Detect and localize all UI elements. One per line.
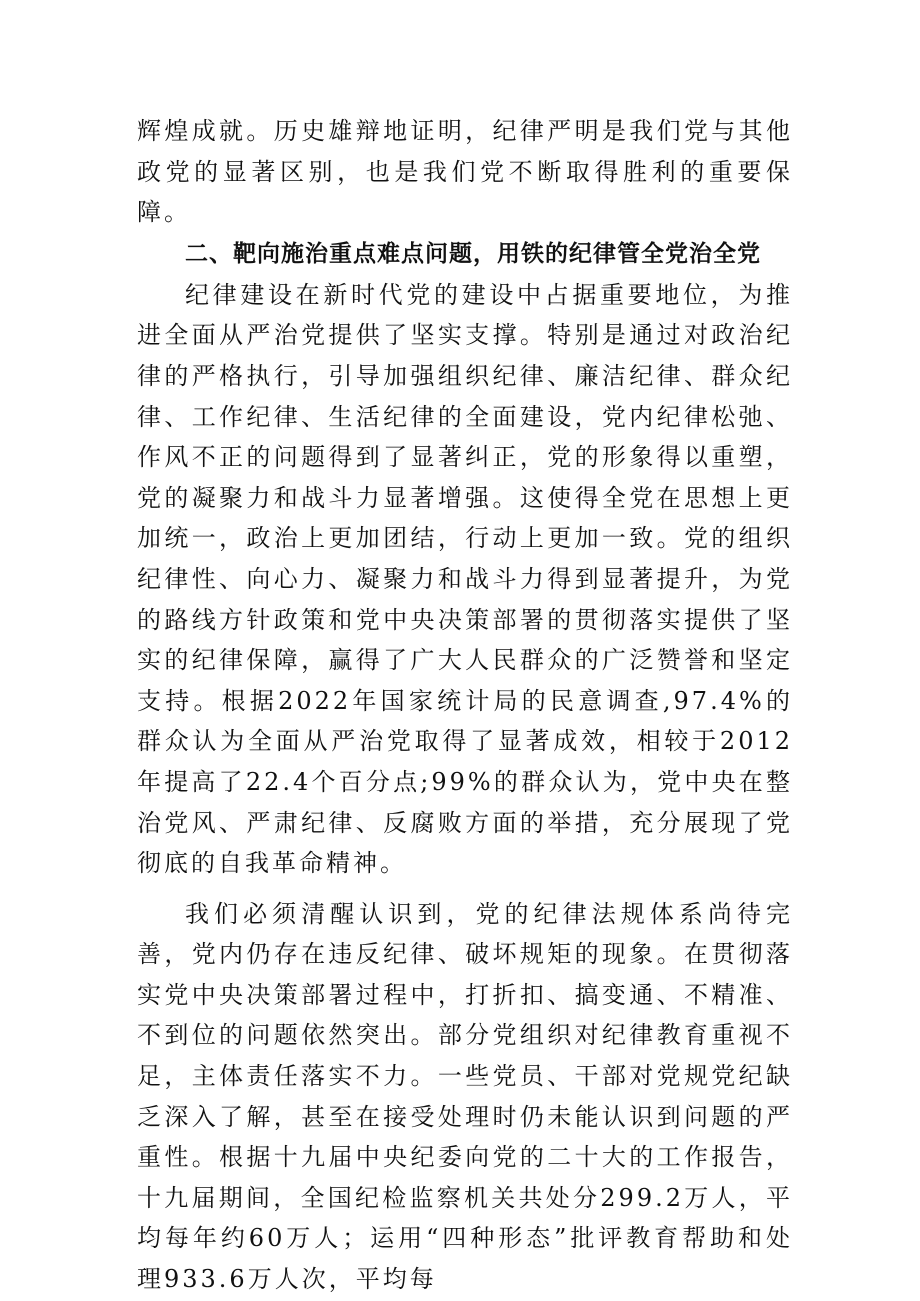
section-heading: 二、靶向施治重点难点问题，用铁的纪律管全党治全党 (185, 240, 761, 267)
paragraph-continuation: 辉煌成就。历史雄辩地证明，纪律严明是我们党与其他政党的显著区别，也是我们党不断取得胜利的重要保障。 (137, 117, 793, 227)
paragraph-gap (137, 884, 793, 894)
paragraph-discipline-construction: 纪律建设在新时代党的建设中占据重要地位，为推进全面从严治党提供了坚实支撑。特别是通过对政治纪律的严格执行，引导加强组织纪律、廉洁纪律、群众纪律、工作纪律、生活纪律的全面建设，党内纪律松弛、作风不正的问题得到了显著纠正，党的形象得以重塑，党的凝聚力和战斗力显著增强。这使得全党在思想上更加统一，政治上更加团结，行动上更加一致。党的组织纪律性、向心力、凝聚力和战斗力得到显著提升，为党的路线方针政策和党中央决策部署的贯彻落实提供了坚实的纪律保障，赢得了广大人民群众的广泛赞誉和坚定支持。根据2022年国家统计局的民意调查,97.4%的群众认为全面从严治党取得了显著成效，相较于2012年提高了22.4个百分点;99%的群众认为，党中央在整治党风、严肃纪律、反腐败方面的举措，充分展现了党彻底的自我革命精神。 (137, 280, 793, 878)
paragraph-problems: 我们必须清醒认识到，党的纪律法规体系尚待完善，党内仍存在违反纪律、破坏规矩的现象。在贯彻落实党中央决策部署过程中，打折扣、搞变通、不精准、不到位的问题依然突出。部分党组织对纪律教育重视不足，主体责任落实不力。一些党员、干部对党规党纪缺乏深入了解，甚至在接受处理时仍未能认识到问题的严重性。根据十九届中央纪委向党的二十大的工作报告，十九届期间，全国纪检监察机关共处分299.2万人，平均每年约60万人；运用“四种形态”批评教育帮助和处理933.6万人次，平均每 (137, 899, 793, 1294)
document-body (137, 111, 793, 1300)
